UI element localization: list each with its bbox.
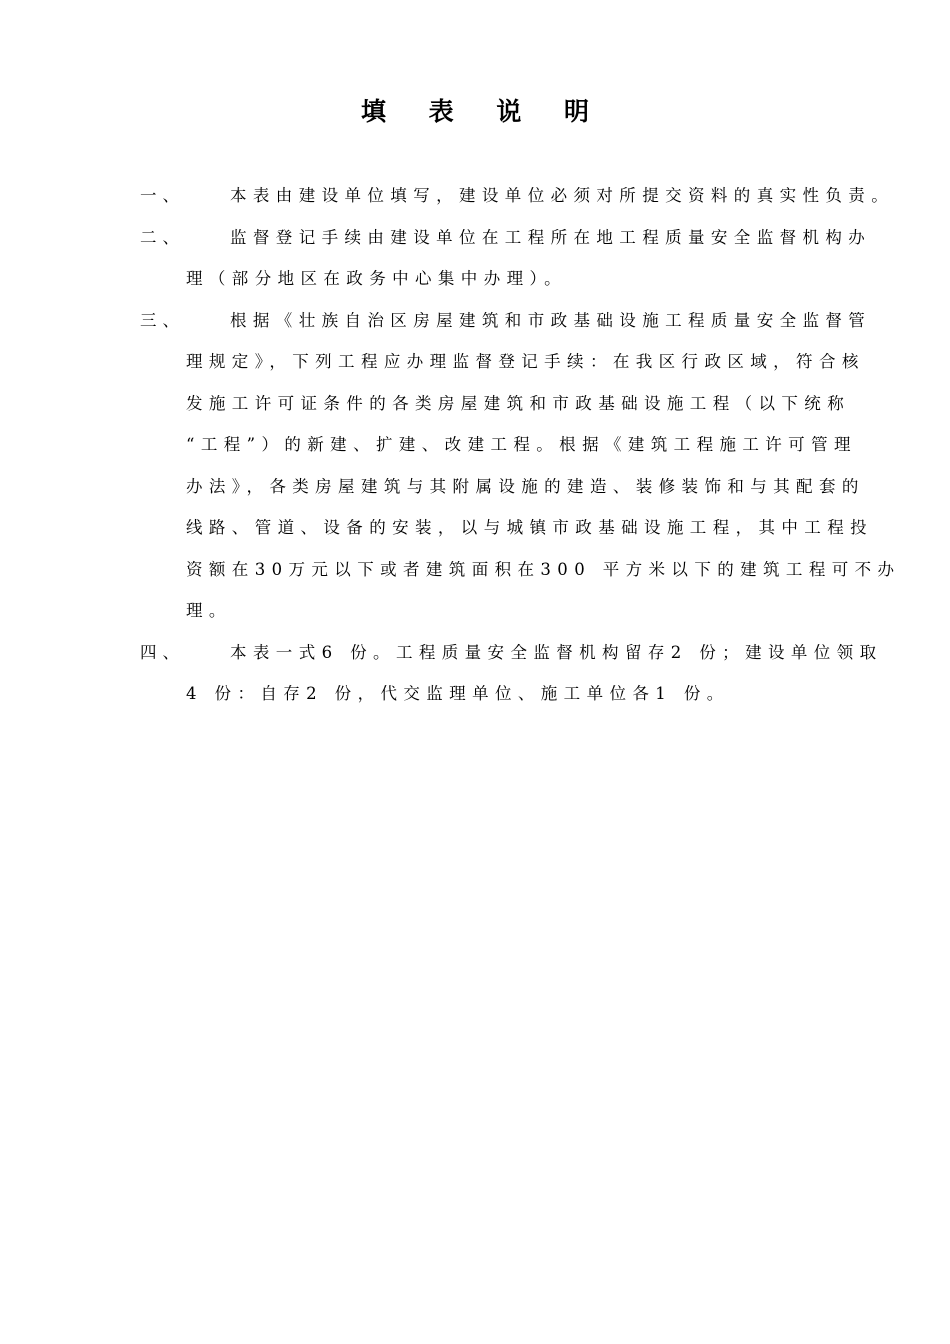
item-number: 一、 bbox=[140, 186, 185, 205]
item-line: 理规定》，下列工程应办理监督登记手续：在我区行政区域，符合核 bbox=[186, 352, 865, 371]
item-line: 本表由建设单位填写，建设单位必须对所提交资料的真实性负责。 bbox=[230, 186, 895, 205]
item-line: 理（部分地区在政务中心集中办理）。 bbox=[186, 269, 568, 288]
document-title: 填 表 说 明 bbox=[360, 97, 607, 126]
item-line: 监督登记手续由建设单位在工程所在地工程质量安全监督机构办 bbox=[230, 227, 872, 247]
item-number: 二、 bbox=[140, 227, 185, 247]
item-line: 线路、管道、设备的安装，以与城镇市政基础设施工程，其中工程投 bbox=[186, 518, 873, 537]
instruction-item-3 bbox=[0, 300, 950, 632]
instruction-item-2 bbox=[0, 217, 950, 300]
item-line: 办法》，各类房屋建筑与其附属设施的建造、装修装饰和与其配套的 bbox=[186, 476, 865, 496]
item-line: 4 份：自存2 份，代交监理单位、施工单位各1 份。 bbox=[186, 684, 730, 703]
item-line: 发施工许可证条件的各类房屋建筑和市政基础设施工程（以下统称 bbox=[186, 393, 851, 413]
item-number: 三、 bbox=[140, 310, 185, 330]
item-line: 根据《壮族自治区房屋建筑和市政基础设施工程质量安全监督管 bbox=[230, 310, 872, 330]
item-line: 资额在30万元以下或者建筑面积在300 平方米以下的建筑工程可不办 bbox=[186, 559, 901, 579]
item-line: 本表一式6 份。工程质量安全监督机构留存2 份；建设单位领取 bbox=[230, 642, 883, 662]
instruction-item-4 bbox=[0, 632, 950, 715]
instruction-item-1 bbox=[0, 175, 950, 217]
instruction-list bbox=[0, 175, 950, 715]
item-line: 理。 bbox=[186, 601, 232, 620]
item-line: “工程”）的新建、扩建、改建工程。根据《建筑工程施工许可管理 bbox=[186, 435, 857, 454]
item-number: 四、 bbox=[140, 642, 185, 662]
